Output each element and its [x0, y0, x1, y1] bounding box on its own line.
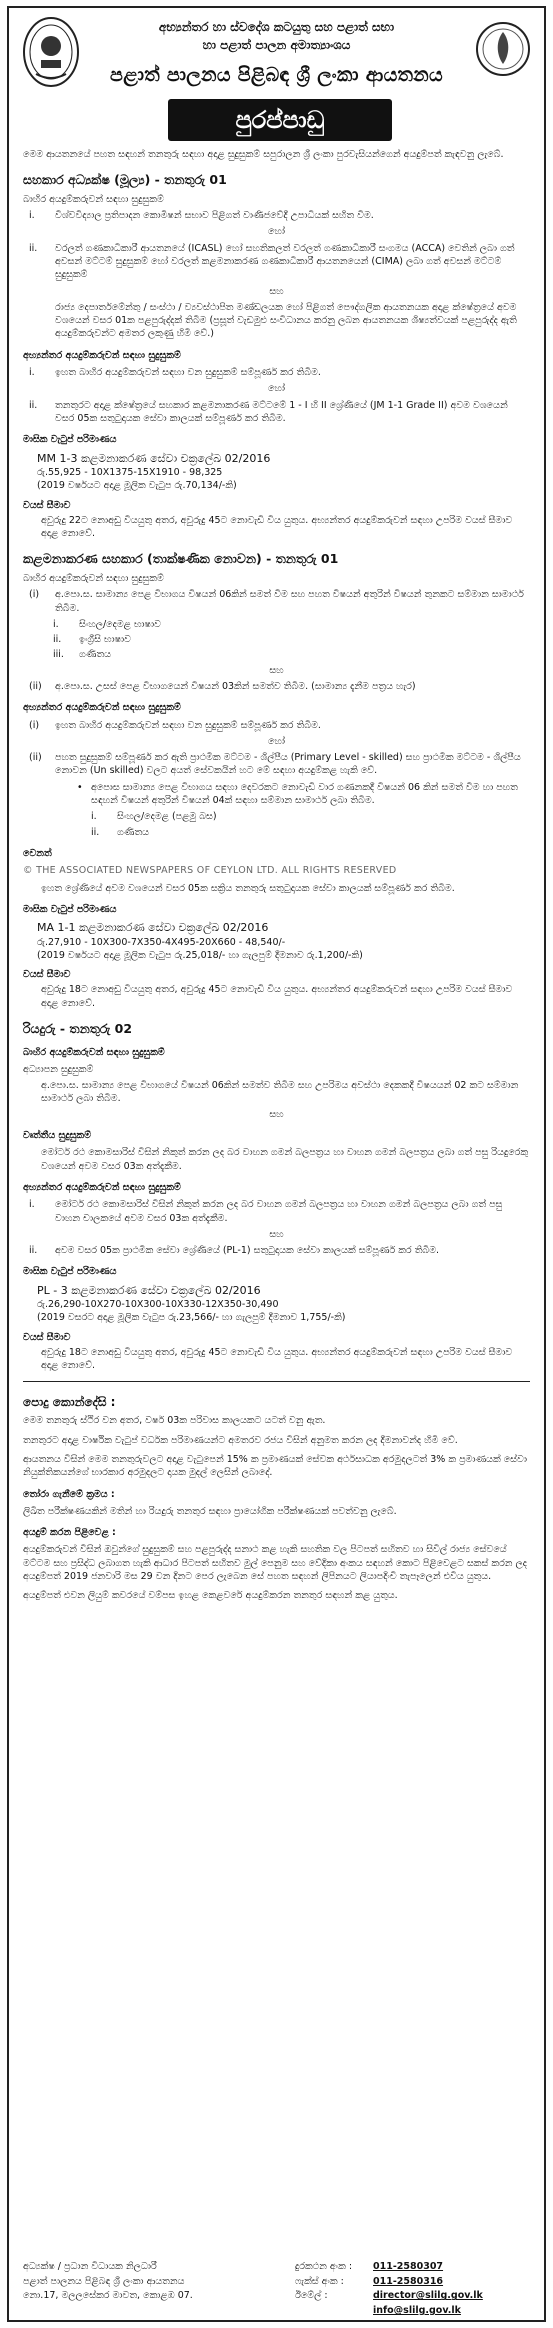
external-requirements-heading: බාහිර අයදුම්කරුවන් සඳහා සුදුසුකම්: [23, 1046, 165, 1058]
divider: [23, 1381, 530, 1382]
fax-number: 011-2580316: [373, 2275, 444, 2287]
age-text: අවුරුදු 22ට නොඅඩු වියයුතු අතර, අවුරුදු 45ට නොවැඩි විය යුතුය. අභ්‍යන්තර අයදුම්කරුවන් සඳහා උපරිම වයස් සීමාව අදාළ නොවේ.: [41, 514, 513, 540]
and-separator: සහ: [269, 285, 284, 297]
salary-note: (2019 වර්ෂයට අදාළ මූලික වැටුප රු.25,018/- හා ගැලපුම් දීමනාව රු.1,200/-කි): [37, 949, 363, 961]
institute-name: පළාත් පාලනය පිළිබඳ ශ්‍රී ලංකා ආයතනය: [110, 64, 443, 86]
institute-logo-icon: [475, 16, 531, 82]
age-text: අවුරුදු 18ට නොඅඩු වියයුතු අතර, අවුරුදු 45ට නොවැඩි විය යුතුය. අභ්‍යන්තර අයදුම්කරුවන් සඳහා උපරිම වයස් සීමාව අදාළ නොවේ.: [41, 984, 513, 1009]
salary-block: [37, 1283, 530, 1325]
post-management-assistant: [23, 550, 530, 1010]
list-item: (ii) පහත සුදුසුකම් සම්පූර්ණ කර ඇති ප්‍රාථමික මට්ටම - ශිල්පීය (Primary Level - skilled) සහ ප්‍රාථමික මට්ටම - ශිල්පීය නොවන (Un skilled) වලට අයත් සේවකයින් හට මේ සඳහා අයදුම්කළ හැකි වේ.: [29, 752, 521, 777]
general-para: ආයතනය විසින් මෙම තනතුරුවලට අදාළ වැටුපෙන් 15% ක ප්‍රමාණයක් සේවක අර්ථසාධක අරමුදලටත් 3% ක ප්‍රමාණයක් සේවා නියුක්තිකයන්ගේ භාරකාර අරමුදලට දායක මුදල් ලෙසින් ලබාදේ.: [23, 1453, 527, 1479]
ministry-line-2: හා පළාත් පාලන අමාත්‍යාංශය: [202, 38, 351, 52]
address-line: අධ්‍යක්ෂ / ප්‍රධාන විධායක නිලධාරී: [23, 2261, 157, 2272]
state-emblem-icon: [22, 16, 80, 88]
salary-code: MM 1-3 කළමනාකරණ සේවා චක්‍රලේඛ 02/2016: [37, 451, 271, 465]
salary-heading: මාසික වැටුප් පරිමාණය: [23, 1266, 117, 1278]
address-line: පළාත් පාලනය පිළිබඳ ශ්‍රී ලංකා ආයතනය: [23, 2275, 185, 2287]
contact-footer: [23, 2260, 530, 2319]
age-limit: [23, 499, 530, 512]
and-separator: සහ: [269, 664, 284, 676]
email-label: ඊමේල් :: [295, 2290, 328, 2302]
list-item: i. ඉහත බාහිර අයදුම්කරුවන් සඳහා වන සුදුසුකම් සම්පූර්ණ කර තිබීම.: [29, 367, 321, 379]
general-conditions: [23, 1394, 530, 1603]
other-text: ඉහත ශ්‍රේණියේ අවම වශයෙන් වසර 05ක සක්‍රිය තනතුරු සතුටුදායක සේවා කාලයක් සම්පූර්ණ කර තිබීම.: [41, 882, 455, 894]
list-item: ii. වරලත් ගණකාධිකාරී ආයතනයේ (ICASL) හෝ සහතිකලත් වරලත් ගණකාධිකාරී සංගමය (ACCA) වෙතින් ලබා ගත් අවසන් මට්ටම් සුදුසුකම් හෝ වරලත් කළමනාකරණ ගණකාධිකාරී ආයතනයෙන් (CIMA) ලබා ගත් අවසන් මට්ටම් සුදුසුකම්: [29, 242, 515, 281]
or-separator: හෝ: [267, 735, 286, 747]
contact-details: [295, 2260, 530, 2319]
postal-address: [23, 2260, 283, 2319]
general-para: මෙම තනතුරු ස්ථිර වන අතර, වර්ෂ 03ක පරිවාස කාලයකට යටත් වනු ඇත.: [23, 1415, 326, 1427]
salary-note: (2019 වර්ෂයට අදාළ මූලික වැටුප රු.70,134/-කි): [37, 480, 237, 492]
salary-heading: මාසික වැටුප් පරිමාණය: [23, 903, 117, 915]
sub-item: ii. ඉංග්‍රීසි භාෂාව: [53, 634, 131, 646]
salary-block: [37, 451, 530, 493]
sub-item: i. සිංහල/දෙමළ (පළමු බස): [91, 811, 217, 823]
salary-heading: මාසික වැටුප් පරිමාණය: [23, 434, 117, 446]
or-separator: හෝ: [267, 383, 286, 395]
and-separator: සහ: [269, 1228, 284, 1240]
sub-item: iii. ගණිතය: [53, 649, 112, 661]
internal-requirements-heading: අභ්‍යන්තර අයදුම්කරුවන් සඳහා සුදුසුකම්: [23, 1181, 181, 1193]
list-item: (ii) අ.පො.ස. උසස් පෙළ විභාගයෙන් විෂයන් 03කින් සමත්ව තිබීම. (සාමාන්‍ය දැනීම පත්‍රය හැර): [29, 681, 416, 692]
or-separator: හෝ: [267, 226, 286, 238]
salary-code: MA 1-1 කළමනාකරණ සේවා චක්‍රලේඛ 02/2016: [37, 921, 269, 935]
apply-heading: අයදුම් කරන පිළිවෙළ :: [23, 1527, 116, 1539]
salary-block: [37, 920, 530, 962]
list-item: ii. අවම වසර 05ක ප්‍රාථමික සේවා ශ්‍රේණියේ (PL-1) සතුටුදායක සේවා කාලයක් සම්පූර්ණ කර තිබීම.: [29, 1245, 440, 1257]
apply-text: අයදුම්කරුවන් විසින් ඔවුන්ගේ සුදුසුකම් සහ පළපුරුද්ද සනාථ කළ හැකි සහතික වල පිටපත් සහිතව හා සිවිල් රාජ්‍ය සේවයේ මට්ටම සහ ප්‍රසිද්ධ ලබාගත හැකි ආධාර පිටපත් සහිතව මුල් පෙනුම සහ වේදිකා අංකය සඳහන් කොට පිළිවෙළට සකස් කරන ලද අයදුම්පත් 2019 ජනවාරි මස 29 වන දිනට පෙර ලැබෙන සේ පහත සඳහන් ලිපිනයට ලියාපදිංචි තැපෑලෙන් එවිය යුතුය.: [23, 1544, 528, 1583]
sub-item: ii. ගණිතය: [91, 826, 150, 838]
sub-item: i. සිංහල/දෙමළ භාෂාව: [53, 618, 161, 630]
education-text: අ.පො.ස. සාමාන්‍ය පෙළ විභාගයේ විෂයන් 06කින් සමත්ව තිබීම සහ උපරිමය අවස්ථා දෙකකදී විෂයයන් 02 කට සම්මාන සාමාර්ථ ලබා තිබීම.: [41, 1080, 519, 1105]
post-title: සහකාර අධ්‍යක්ෂ (මූල්‍ය) - තනතුරු 01: [23, 172, 227, 188]
copyright-watermark: © THE ASSOCIATED NEWSPAPERS OF CEYLON LTD. ALL RIGHTS RESERVED: [23, 865, 397, 877]
fax-label: ෆැක්ස් අංක :: [295, 2275, 344, 2287]
header: [18, 14, 535, 134]
post-driver: [23, 1020, 530, 1373]
vacancies-banner: පුරප්පාඩු: [168, 99, 392, 141]
list-item: ii. තනතුරට අදාළ ක්ෂේත්‍රයේ සහකාර කළමනාකරණ මට්ටමේ 1 - I හි II ශ්‍රේණියේ (JM 1-1 Grade II) අවම වශයෙන් වසර 05ක සතුටුදායක සේවා කාලයක් සම්පූර්ණ කර තිබීම.: [29, 399, 508, 424]
internal-requirements-heading: අභ්‍යන්තර අයදුම්කරුවන් සඳහා සුදුසුකම්: [23, 702, 181, 714]
other-heading: වෙනත්: [23, 847, 52, 859]
age-label: වයස් සීමාව: [23, 499, 71, 511]
general-para: තනතුරට අදාළ වාර්ෂික වැටුප් වර්ධක පරිමාණයන්ට අමතරව රජය විසින් අනුමත කරන ලද දීමනාවන්ද හිමි වේ.: [23, 1434, 458, 1446]
salary-scale: රු.27,910 - 10X300-7X350-4X495-20X660 - 48,540/-: [37, 936, 286, 948]
salary-code: PL - 3 කළමනාකරණ සේවා චක්‍රලේඛ 02/2016: [37, 1283, 261, 1297]
age-text: අවුරුදු 18ට නොඅඩු වියයුතු අතර, අවුරුදු 45ට නොවැඩි විය යුතුය. අභ්‍යන්තර අයදුම්කරුවන් සඳහා උපරිම වයස් සීමාව අදාළ නොවේ.: [41, 1346, 513, 1372]
phone-number: 011-2580307: [373, 2261, 444, 2272]
post-title: කළමනාකරණ සහකාර (තාක්ෂණික නොවන) - තනතුරු 01: [23, 551, 339, 567]
vocational-text: මෝටර් රථ කොමසාරිස් විසින් නිකුත් කරන ලද බර වාහන ගමන් බලපත්‍රය හා වාහන ගමන් බලපත්‍රය ලබා ගත් පසු රියදුරෙකු වශයෙන් අවම වසර 03ක අත්දැකීම.: [41, 1147, 529, 1172]
post-title: රියදුරු - තනතුරු 02: [23, 1021, 133, 1037]
intro-text: මෙම ආයතනයේ පහත සඳහන් තනතුරු සඳහා අදාළ සුදුසුකම් සපුරාලන ශ්‍රී ලංකා පුරවැසියන්ගෙන් අයදුම්පත් කැඳවනු ලැබේ.: [23, 149, 504, 160]
list-item: (i) ඉහත බාහිර අයදුම්කරුවන් සඳහා වන සුදුසුකම් සම්පූර්ණ කර තිබීම.: [29, 719, 321, 731]
ministry-line-1: අභ්‍යන්තර හා ස්වදේශ කටයුතු සහ පළාත් සභා: [158, 20, 395, 34]
list-item: i. මෝටර් රථ කොමසාරිස් විසින් නිකුත් කරන ලද බර වාහන ගමන් බලපත්‍රය හා වාහන ගමන් බලපත්‍රය ලබා ගත් පසු වාහන චාලකයේ අවම වසර 03ක අත්දැකීම.: [29, 1199, 503, 1224]
address-line: නො.17, මලලසේකර මාවත, කොළඹ 07.: [23, 2290, 193, 2302]
internal-requirements-heading: අභ්‍යන්තර අයදුම්කරුවන් සඳහා සුදුසුකම්: [23, 349, 181, 361]
age-limit: [23, 968, 530, 981]
post-assistant-director: [23, 171, 530, 540]
external-requirements-heading: බාහිර අයදුම්කරුවන් සඳහා සුදුසුකම්: [23, 572, 164, 584]
list-item: i. විශ්වවිද්‍යාල ප්‍රතිපාදන කොමිෂන් සභාව පිළිගත් වාණිජවේදී උපාධියක් සහිත වීම.: [29, 210, 374, 222]
email-link[interactable]: info@slilg.gov.lk: [373, 2305, 461, 2317]
vocational-heading: වෘත්තීය සුදුසුකම්: [23, 1130, 91, 1142]
selection-heading: තෝරා ගැනීමේ ක්‍රමය :: [23, 1488, 115, 1500]
bullet-item: • අපොස සාමාන්‍ය පෙළ විභාගය සඳහා දෙවරකට නොවැඩි වාර ගණනකදී විෂයන් 06 කින් සමත් වීම හා පහත සඳහන් විෂයන් අතුරින් විෂයන් 04ක් සඳහා සම්මාන සාමාර්ථ ලබා තිබීම.: [77, 781, 518, 807]
education-heading: අධ්‍යාපන සුදුසුකම්: [23, 1063, 94, 1075]
phone-label: දුරකථන අංක :: [295, 2261, 353, 2272]
list-item: (i) අ.පො.ස. සාමාන්‍ය පෙළ විභාගය විෂයන් 06කින් සමත් වීම සහ පහත විෂයන් අතුරින් විෂයන් තුනකට සම්මාන සාමාර්ථ තිබීම.: [29, 589, 524, 614]
salary-scale: රු.26,290-10X270-10X300-10X330-12X350-30,490: [37, 1299, 279, 1311]
salary-note: (2019 වසරට අදාළ මූලික වැටුප රු.23,566/- හා ගැලපුම් දීමනාව 1,755/-කි): [37, 1312, 346, 1324]
age-label: වයස් සීමාව: [23, 1331, 71, 1343]
general-conditions-title: පොදු කොන්දේසි :: [23, 1394, 116, 1409]
advertisement-frame: [7, 6, 546, 2322]
age-label: වයස් සීමාව: [23, 969, 71, 981]
salary-scale: රු.55,925 - 10X1375-15X1910 - 98,325: [37, 466, 223, 478]
content: [23, 148, 530, 1609]
email-link[interactable]: director@slilg.gov.lk: [373, 2290, 483, 2302]
external-requirements-heading: බාහිර අයදුම්කරුවන් සඳහා සුදුසුකම්: [23, 193, 164, 205]
list-item: රාජ්‍ය දෙපාර්තමේන්තු / සංස්ථා / ව්‍යවස්ථාපිත මණ්ඩලයක හෝ පිළිගත් පෞද්ගලික ආයතනයක අදාළ ක්ෂේත්‍රයේ අවම වශයෙන් වසර 01ක පළපුරුද්දක් තිබීම (ප්‍රසූත් වැඩමුළු සංවිධානය කරනු ලබන ආයතනයක ශිෂ්‍යත්වයක් පළපුරුද්ද ඇති අයදුම්කරුවන්ට අමතර ලකුණු හිමි වේ.): [55, 301, 517, 340]
apply-text-2: අයදුම්පත් එවන ලියුම් කවරයේ වම්පස ඉහළ කෙළවරේ අයදුම්කරන තනතුර සඳහන් කළ යුතුය.: [23, 1590, 398, 1602]
age-limit: [23, 1331, 530, 1344]
and-separator: සහ: [269, 1108, 284, 1120]
selection-text: ලිඛිත පරීක්ෂණයකින් මතින් හා රියදුරු තනතුර සඳහා ප්‍රායෝගික පරීක්ෂණයක් පවත්වනු ලැබේ.: [23, 1505, 397, 1517]
